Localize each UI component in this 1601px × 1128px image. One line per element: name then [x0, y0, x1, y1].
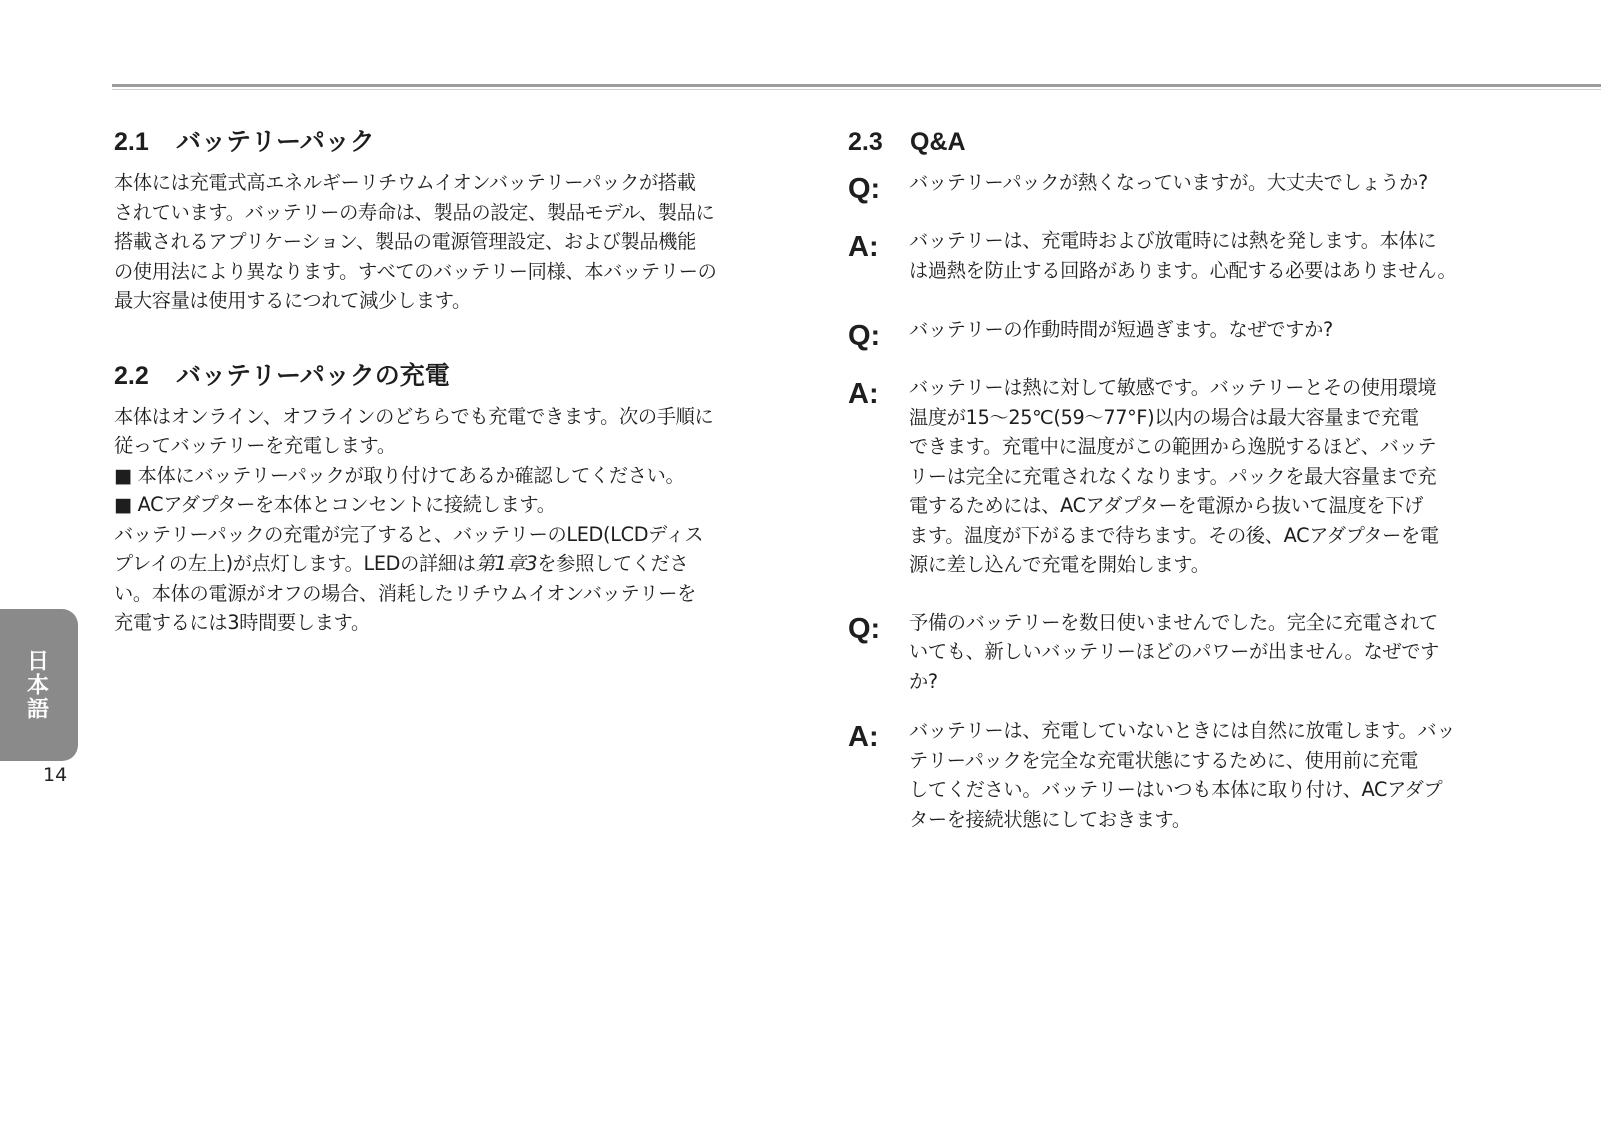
q-label: Q:: [848, 612, 881, 645]
answer-text: バッテリーは、充電していないときには自然に放電します。バッ テリーパックを完全な充電状態にするために、使用前に充電 してください。バッテリーはいつも本体に取り付け、ACアダプ ターを接続状態にしておきます。: [909, 719, 1456, 831]
section-2-2-title: バッテリーパックの充電: [176, 361, 450, 390]
right-column: [848, 124, 1568, 834]
body-line: い。本体の電源がオフの場合、消耗したリチウムイオンバッテリーを: [114, 581, 697, 605]
section-2-3-heading: [848, 124, 1568, 160]
section-2-2-heading: [114, 358, 764, 394]
body-line: バッテリーパックの充電が完了すると、バッテリーのLED(LCDディス: [114, 522, 704, 546]
section-2-1-heading: [114, 124, 764, 160]
section-2-1-body: [114, 168, 764, 316]
q-label: Q:: [848, 320, 881, 352]
answer-3: [848, 716, 1568, 834]
header-rule-thin: [112, 89, 1601, 90]
body-line: 搭載されるアプリケーション、製品の電源管理設定、および製品機能: [114, 230, 697, 253]
section-2-3-title: Q&A: [910, 128, 966, 156]
question-text: 予備のバッテリーを数日使いませんでした。完全に充電されて いても、新しいバッテリーほどのパワーが出ません。なぜです か?: [909, 610, 1440, 693]
chapter-reference: 第1章3: [475, 552, 538, 575]
a-label: A:: [848, 378, 879, 410]
section-2-1-title: バッテリーパック: [176, 128, 375, 156]
body-line: 最大容量は使用するにつれて減少します。: [114, 289, 471, 312]
question-1: [848, 168, 1568, 206]
answer-text: バッテリーは、充電時および放電時には熱を発します。本体に は過熱を防止する回路があります。心配する必要はありません。: [909, 229, 1457, 282]
answer-2: [848, 373, 1568, 580]
a-label: A:: [848, 231, 879, 263]
left-column: [114, 124, 764, 638]
body-line: 本体はオンライン、オフラインのどちらでも充電できます。次の手順に: [114, 404, 714, 428]
body-line: の使用法により異なります。すべてのバッテリー同様、本バッテリーの: [114, 259, 717, 283]
question-3: [848, 608, 1568, 697]
answer-1: [848, 226, 1568, 285]
question-text: バッテリーパックが熱くなっていますが。大丈夫でしょうか?: [909, 171, 1428, 194]
page-number: 14: [43, 764, 68, 786]
body-line: 充電するには3時間要します。: [114, 611, 370, 634]
body-line: 従ってバッテリーを充電します。: [114, 434, 396, 457]
a-label: A:: [848, 721, 879, 753]
language-tab: [0, 609, 78, 761]
answer-text: バッテリーは熱に対して敏感です。バッテリーとその使用環境 温度が15～25℃(59～77°F)以内の場合は最大容量まで充電 できます。充電中に温度がこの範囲から逸脱するほど、バッテ リーは完全に充電されなくなります。パックを最大容量まで充 電するためには、ACアダプターを電源から抜いて温度を下げ ます。温度が下がるまで待ちます。その後、ACアダプターを電 源に差し込んで充電を開始します。: [909, 376, 1439, 576]
question-2: [848, 315, 1568, 353]
body-line: 本体には充電式高エネルギーリチウムイオンバッテリーパックが搭載: [114, 171, 696, 194]
header-rule: [112, 84, 1601, 87]
section-2-2-number: 2.2: [114, 361, 149, 390]
body-line: プレイの左上)が点灯します。LEDの詳細は第1章3を参照してくださ: [114, 552, 689, 575]
bullet-square-icon: ■: [114, 463, 132, 487]
q-label: Q:: [848, 173, 881, 205]
section-2-1-number: 2.1: [114, 128, 149, 156]
section-2-2-body: [114, 402, 764, 638]
bullet-item: ■ 本体にバッテリーパックが取り付けてあるか確認してください。: [114, 463, 685, 487]
bullet-square-icon: ■: [114, 493, 132, 516]
body-line: されています。バッテリーの寿命は、製品の設定、製品モデル、製品に: [114, 200, 715, 224]
bullet-item: ■ ACアダプターを本体とコンセントに接続します。: [114, 493, 556, 516]
question-text: バッテリーの作動時間が短過ぎます。なぜですか?: [909, 318, 1333, 341]
section-2-3-number: 2.3: [848, 128, 883, 156]
language-tab-label: 日本語: [23, 649, 49, 721]
